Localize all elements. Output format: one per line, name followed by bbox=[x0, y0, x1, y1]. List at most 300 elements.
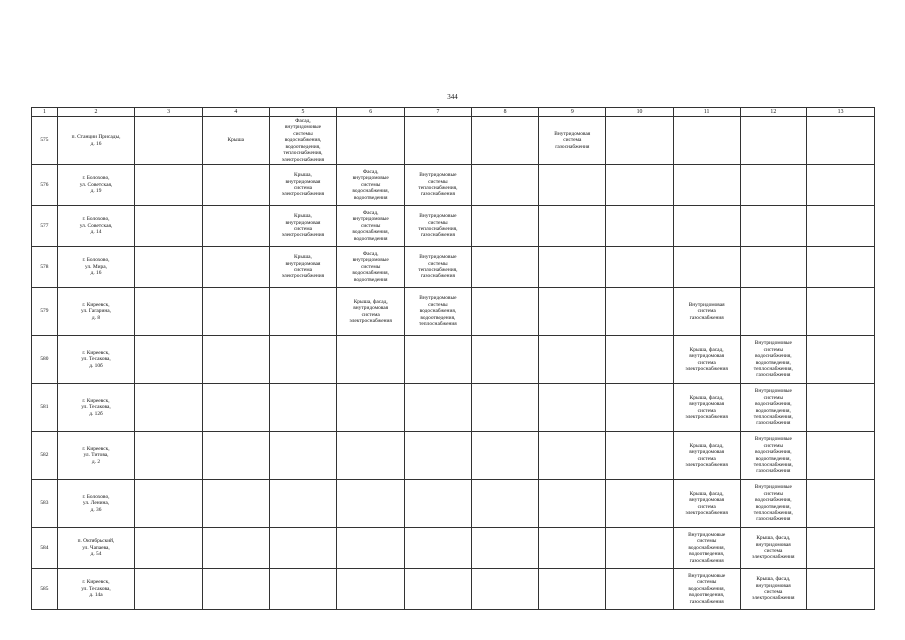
work-line: Фасад, bbox=[295, 118, 311, 125]
work-line: системы bbox=[763, 442, 784, 449]
work-line: электроснабжения bbox=[752, 595, 795, 602]
schedule-cell bbox=[405, 288, 472, 336]
schedule-cell bbox=[405, 206, 472, 247]
schedule-cell bbox=[539, 117, 606, 165]
work-line: водоснабжения, bbox=[755, 449, 792, 456]
schedule-cell bbox=[539, 288, 606, 336]
schedule-cell bbox=[269, 480, 337, 528]
work-description bbox=[271, 213, 336, 239]
schedule-cell bbox=[606, 206, 674, 247]
work-line: системы bbox=[360, 263, 381, 270]
address-line: д. 14 bbox=[90, 229, 102, 236]
table-row bbox=[32, 288, 875, 336]
work-line: системы bbox=[696, 538, 717, 545]
work-line: системы bbox=[428, 301, 448, 308]
work-line: внутридомовая bbox=[689, 353, 725, 360]
work-line: Внутридомовые bbox=[754, 436, 792, 443]
work-line: Внутридомовые bbox=[754, 340, 792, 347]
schedule-cell bbox=[405, 384, 472, 432]
row-number: 577 bbox=[32, 206, 58, 247]
work-description bbox=[338, 299, 403, 325]
work-line: системы bbox=[428, 219, 448, 226]
work-line: теплоснабжения, bbox=[283, 150, 323, 157]
schedule-cell bbox=[337, 432, 405, 480]
schedule-cell bbox=[740, 288, 807, 336]
work-description bbox=[675, 302, 739, 321]
work-line: электроснабжения bbox=[281, 273, 325, 280]
schedule-cell bbox=[740, 569, 807, 610]
work-line: электроснабжения bbox=[685, 413, 728, 420]
work-description bbox=[271, 118, 336, 163]
address-cell bbox=[57, 165, 134, 206]
schedule-cell bbox=[269, 288, 337, 336]
schedule-cell bbox=[405, 528, 472, 569]
schedule-cell bbox=[740, 528, 807, 569]
work-line: электроснабжения bbox=[281, 232, 325, 239]
work-line: теплоснабжения, bbox=[753, 365, 793, 372]
address-line: г. Болохово, bbox=[82, 175, 110, 182]
work-line: системы bbox=[293, 130, 313, 137]
work-line: система bbox=[697, 503, 716, 510]
work-line: водоснабжения, bbox=[755, 353, 792, 360]
work-line: газоснабжения bbox=[756, 516, 791, 523]
work-line: электроснабжения bbox=[281, 191, 325, 198]
address-line: ул. Мира, bbox=[85, 263, 107, 270]
work-line: система bbox=[293, 185, 313, 191]
work-line: система bbox=[293, 267, 313, 273]
schedule-cell bbox=[740, 432, 807, 480]
address-line: г. Киреевск, bbox=[82, 397, 110, 404]
schedule-cell bbox=[539, 528, 606, 569]
schedule-cell bbox=[135, 247, 203, 288]
schedule-cell bbox=[337, 165, 405, 206]
schedule-cell bbox=[807, 206, 875, 247]
work-line: Внутридомовая bbox=[554, 130, 591, 137]
work-line: Фасад, bbox=[362, 250, 379, 257]
work-line: Крыша, фасад, bbox=[689, 346, 724, 353]
repair-schedule-table bbox=[31, 107, 875, 610]
schedule-cell bbox=[269, 528, 337, 569]
work-line: газоснабжения bbox=[756, 468, 791, 475]
work-line: внутридомовые bbox=[284, 124, 322, 131]
address-line: ул. Тесакова, bbox=[81, 585, 111, 592]
schedule-cell bbox=[135, 432, 203, 480]
schedule-cell bbox=[807, 384, 875, 432]
work-line: Внутридомовые bbox=[754, 484, 792, 491]
work-line: внутридомовая bbox=[689, 449, 725, 456]
schedule-cell bbox=[135, 480, 203, 528]
address-line: г. Киреевск, bbox=[82, 301, 110, 308]
schedule-cell bbox=[337, 528, 405, 569]
schedule-cell bbox=[135, 165, 203, 206]
address-line: ул. Гагарина, bbox=[80, 308, 112, 315]
work-line: водоотведения bbox=[353, 194, 388, 201]
address-line: п. Станции Присады, bbox=[71, 134, 121, 141]
work-line: Крыша, фасад, bbox=[756, 535, 791, 542]
work-line: электроснабжения bbox=[685, 509, 728, 516]
schedule-cell bbox=[740, 336, 807, 384]
schedule-cell bbox=[740, 384, 807, 432]
work-line: системы bbox=[763, 346, 784, 353]
schedule-cell bbox=[405, 569, 472, 610]
work-description bbox=[338, 251, 403, 283]
schedule-cell bbox=[606, 480, 674, 528]
schedule-cell bbox=[337, 569, 405, 610]
table-row bbox=[32, 336, 875, 384]
work-line: Фасад, bbox=[362, 168, 379, 175]
schedule-cell bbox=[135, 117, 203, 165]
work-line: система bbox=[697, 455, 716, 462]
column-header: 11 bbox=[673, 108, 740, 117]
address-line: д. 16 bbox=[90, 270, 102, 277]
schedule-cell bbox=[269, 247, 337, 288]
work-line: водоснабжения, bbox=[352, 188, 389, 195]
page-number: 344 bbox=[447, 93, 458, 101]
schedule-cell bbox=[202, 528, 269, 569]
work-line: Фасад, bbox=[362, 209, 379, 216]
table-body bbox=[32, 117, 875, 610]
schedule-cell bbox=[673, 336, 740, 384]
schedule-cell bbox=[606, 384, 674, 432]
schedule-cell bbox=[673, 384, 740, 432]
row-number: 580 bbox=[32, 336, 58, 384]
table-row bbox=[32, 528, 875, 569]
schedule-cell bbox=[202, 117, 269, 165]
work-line: система bbox=[697, 308, 716, 315]
schedule-cell bbox=[606, 247, 674, 288]
work-description bbox=[406, 254, 470, 280]
work-line: Крыша, фасад, bbox=[689, 442, 724, 449]
schedule-cell bbox=[673, 569, 740, 610]
schedule-cell bbox=[807, 165, 875, 206]
work-description bbox=[742, 535, 806, 561]
schedule-cell bbox=[269, 569, 337, 610]
work-line: внутридомовая bbox=[755, 541, 791, 548]
work-line: теплоснабжения, bbox=[753, 509, 793, 516]
address-cell bbox=[57, 206, 134, 247]
row-number: 575 bbox=[32, 117, 58, 165]
schedule-cell bbox=[405, 117, 472, 165]
work-line: внутридомовая bbox=[755, 582, 791, 589]
schedule-cell bbox=[202, 206, 269, 247]
work-line: водоснабжения, bbox=[688, 544, 725, 551]
work-line: внутридомовая bbox=[285, 178, 321, 185]
schedule-cell bbox=[405, 247, 472, 288]
schedule-cell bbox=[202, 432, 269, 480]
work-line: Крыша bbox=[227, 137, 244, 144]
schedule-cell bbox=[202, 247, 269, 288]
column-header: 8 bbox=[471, 108, 539, 117]
work-line: системы bbox=[360, 181, 381, 188]
work-line: электроснабжения bbox=[281, 156, 325, 163]
work-description bbox=[675, 395, 739, 421]
address-line: д. 36 bbox=[90, 506, 102, 513]
table-row bbox=[32, 247, 875, 288]
schedule-cell bbox=[471, 528, 539, 569]
work-description bbox=[742, 576, 806, 602]
schedule-cell bbox=[269, 206, 337, 247]
schedule-cell bbox=[807, 288, 875, 336]
work-description bbox=[675, 573, 739, 605]
schedule-cell bbox=[539, 432, 606, 480]
work-line: системы bbox=[696, 579, 717, 586]
work-line: водоотведения, bbox=[755, 455, 791, 462]
work-description bbox=[406, 295, 470, 327]
row-number: 578 bbox=[32, 247, 58, 288]
schedule-cell bbox=[471, 165, 539, 206]
schedule-cell bbox=[673, 288, 740, 336]
schedule-cell bbox=[673, 117, 740, 165]
work-line: системы bbox=[428, 260, 448, 267]
work-description bbox=[204, 137, 268, 143]
schedule-cell bbox=[673, 432, 740, 480]
work-description bbox=[406, 172, 470, 198]
address-line: г. Киреевск, bbox=[82, 445, 110, 452]
work-line: водоотведения, bbox=[420, 314, 456, 321]
schedule-cell bbox=[135, 569, 203, 610]
work-description bbox=[742, 388, 806, 426]
schedule-cell bbox=[539, 569, 606, 610]
schedule-cell bbox=[471, 569, 539, 610]
work-description bbox=[742, 340, 806, 378]
address-line: ул. Советская, bbox=[79, 222, 113, 229]
schedule-cell bbox=[269, 165, 337, 206]
table-row bbox=[32, 432, 875, 480]
row-number: 584 bbox=[32, 528, 58, 569]
schedule-cell bbox=[606, 336, 674, 384]
column-header: 9 bbox=[539, 108, 606, 117]
work-line: Внутридомовые bbox=[754, 388, 792, 395]
work-description bbox=[675, 491, 739, 517]
work-line: водоотведения, bbox=[755, 407, 791, 414]
work-description bbox=[406, 213, 470, 239]
column-number-header-row bbox=[32, 108, 875, 117]
schedule-cell bbox=[807, 247, 875, 288]
schedule-cell bbox=[337, 384, 405, 432]
work-line: внутридомовая bbox=[689, 401, 725, 408]
schedule-cell bbox=[740, 165, 807, 206]
work-line: Крыша, bbox=[294, 254, 312, 261]
work-line: Крыша, bbox=[294, 172, 312, 179]
work-line: Крыша, фасад, bbox=[689, 394, 724, 401]
schedule-cell bbox=[539, 480, 606, 528]
address-line: г. Киреевск, bbox=[82, 349, 110, 356]
column-header: 2 bbox=[57, 108, 134, 117]
work-line: газоснабжения bbox=[756, 420, 791, 427]
schedule-cell bbox=[539, 336, 606, 384]
schedule-cell bbox=[135, 384, 203, 432]
address-line: ул. Титова, bbox=[83, 452, 109, 459]
table-row bbox=[32, 569, 875, 610]
schedule-cell bbox=[405, 165, 472, 206]
schedule-cell bbox=[202, 569, 269, 610]
work-description bbox=[271, 254, 336, 280]
schedule-cell bbox=[135, 336, 203, 384]
row-number: 579 bbox=[32, 288, 58, 336]
work-line: Внутридомовые bbox=[419, 295, 457, 302]
schedule-cell bbox=[471, 432, 539, 480]
schedule-cell bbox=[539, 247, 606, 288]
table-row bbox=[32, 384, 875, 432]
column-header: 13 bbox=[807, 108, 875, 117]
work-line: газоснабжения bbox=[555, 143, 590, 150]
work-line: газоснабжения bbox=[756, 372, 791, 379]
schedule-cell bbox=[337, 117, 405, 165]
address-cell bbox=[57, 336, 134, 384]
address-cell bbox=[57, 432, 134, 480]
schedule-cell bbox=[337, 336, 405, 384]
work-line: внутридомовая bbox=[353, 305, 389, 312]
schedule-cell bbox=[405, 432, 472, 480]
schedule-cell bbox=[471, 117, 539, 165]
schedule-cell bbox=[539, 165, 606, 206]
work-line: внутридомовая bbox=[285, 219, 321, 226]
work-line: система bbox=[293, 226, 313, 232]
address-cell bbox=[57, 288, 134, 336]
work-line: газоснабжения bbox=[420, 191, 455, 198]
schedule-cell bbox=[807, 528, 875, 569]
schedule-cell bbox=[269, 432, 337, 480]
work-line: водоснабжения, bbox=[688, 585, 725, 592]
work-line: газоснабжения bbox=[689, 557, 724, 564]
work-description bbox=[271, 172, 336, 198]
schedule-cell bbox=[606, 432, 674, 480]
address-line: г. Болохово, bbox=[82, 257, 110, 264]
work-line: водоснабжения, bbox=[419, 308, 457, 315]
work-line: электроснабжения bbox=[685, 461, 728, 468]
work-line: водоснабжения, bbox=[755, 401, 792, 408]
schedule-cell bbox=[471, 384, 539, 432]
address-line: д. 10б bbox=[89, 362, 103, 369]
schedule-cell bbox=[269, 336, 337, 384]
schedule-cell bbox=[202, 480, 269, 528]
address-line: ул. Чапаева, bbox=[82, 544, 110, 551]
schedule-cell bbox=[135, 288, 203, 336]
address-cell bbox=[57, 528, 134, 569]
column-header: 1 bbox=[32, 108, 58, 117]
schedule-cell bbox=[673, 206, 740, 247]
work-line: система bbox=[697, 407, 716, 414]
schedule-cell bbox=[471, 247, 539, 288]
address-line: д. 54 bbox=[90, 551, 102, 558]
work-line: внутридомовые bbox=[352, 216, 389, 223]
schedule-cell bbox=[337, 480, 405, 528]
row-number: 576 bbox=[32, 165, 58, 206]
work-description bbox=[540, 131, 604, 150]
work-line: газоснабжения bbox=[420, 273, 455, 280]
address-line: п. Октябрьский, bbox=[77, 538, 115, 545]
address-line: д. 8 bbox=[91, 314, 101, 321]
schedule-cell bbox=[807, 432, 875, 480]
work-line: водоснабжения, bbox=[352, 229, 389, 236]
work-line: водоотведения, bbox=[755, 359, 791, 366]
work-line: система bbox=[563, 137, 582, 144]
address-line: ул. Ленина, bbox=[82, 500, 110, 507]
schedule-cell bbox=[807, 336, 875, 384]
work-line: Внутридомовые bbox=[419, 254, 457, 261]
work-line: газоснабжения bbox=[420, 232, 455, 239]
work-line: Крыша, фасад, bbox=[689, 490, 724, 497]
work-line: водоснабжения, bbox=[755, 497, 792, 504]
work-line: водоотведения bbox=[353, 276, 388, 283]
schedule-cell bbox=[337, 206, 405, 247]
address-line: д. 14а bbox=[89, 592, 103, 599]
schedule-cell bbox=[405, 480, 472, 528]
work-line: газоснабжения bbox=[689, 598, 724, 605]
work-line: внутридомовые bbox=[352, 257, 389, 264]
work-line: электроснабжения bbox=[349, 317, 392, 324]
row-number: 585 bbox=[32, 569, 58, 610]
address-line: д. 12б bbox=[89, 410, 103, 417]
work-line: теплоснабжения, bbox=[418, 267, 458, 273]
schedule-cell bbox=[202, 288, 269, 336]
work-description bbox=[338, 210, 403, 242]
schedule-cell bbox=[202, 165, 269, 206]
work-line: системы bbox=[763, 394, 784, 401]
address-line: г. Болохово, bbox=[82, 216, 110, 223]
work-description bbox=[675, 443, 739, 469]
address-cell bbox=[57, 247, 134, 288]
schedule-cell bbox=[606, 165, 674, 206]
address-line: г. Киреевск, bbox=[82, 579, 110, 586]
schedule-cell bbox=[405, 336, 472, 384]
address-cell bbox=[57, 384, 134, 432]
work-line: система bbox=[764, 548, 783, 554]
work-line: внутридомовые bbox=[352, 175, 389, 182]
schedule-cell bbox=[269, 117, 337, 165]
schedule-cell bbox=[337, 247, 405, 288]
work-line: водоснабжения, bbox=[352, 270, 389, 277]
table-row bbox=[32, 117, 875, 165]
schedule-cell bbox=[740, 206, 807, 247]
work-line: Внутридомовые bbox=[419, 213, 457, 220]
work-line: система bbox=[361, 311, 380, 318]
work-line: электроснабжения bbox=[685, 365, 728, 372]
work-line: Внутридомовая bbox=[688, 301, 725, 308]
schedule-cell bbox=[606, 569, 674, 610]
work-line: Крыша, bbox=[294, 213, 312, 220]
work-line: Внутридомовые bbox=[688, 531, 726, 538]
schedule-cell bbox=[807, 480, 875, 528]
column-header: 10 bbox=[606, 108, 674, 117]
address-line: д. 16 bbox=[90, 140, 102, 147]
schedule-cell bbox=[740, 247, 807, 288]
schedule-cell bbox=[807, 117, 875, 165]
column-header: 4 bbox=[202, 108, 269, 117]
schedule-cell bbox=[673, 247, 740, 288]
schedule-cell bbox=[135, 528, 203, 569]
work-line: Внутридомовые bbox=[419, 172, 457, 179]
schedule-cell bbox=[740, 480, 807, 528]
schedule-cell bbox=[539, 206, 606, 247]
work-description bbox=[675, 347, 739, 373]
work-line: системы bbox=[360, 222, 381, 229]
work-line: теплоснабжения, bbox=[418, 226, 458, 232]
schedule-cell bbox=[539, 384, 606, 432]
row-number: 583 bbox=[32, 480, 58, 528]
work-line: Внутридомовые bbox=[688, 572, 726, 579]
schedule-cell bbox=[606, 117, 674, 165]
column-header: 6 bbox=[337, 108, 405, 117]
address-line: д. 2 bbox=[91, 458, 101, 465]
work-description bbox=[675, 532, 739, 564]
work-line: внутридомовая bbox=[689, 497, 725, 504]
work-line: теплоснабжения, bbox=[753, 461, 793, 468]
work-line: водоотведения bbox=[353, 235, 388, 242]
schedule-cell bbox=[606, 528, 674, 569]
work-line: система bbox=[764, 589, 783, 595]
work-line: водоснабжения, bbox=[284, 137, 322, 144]
